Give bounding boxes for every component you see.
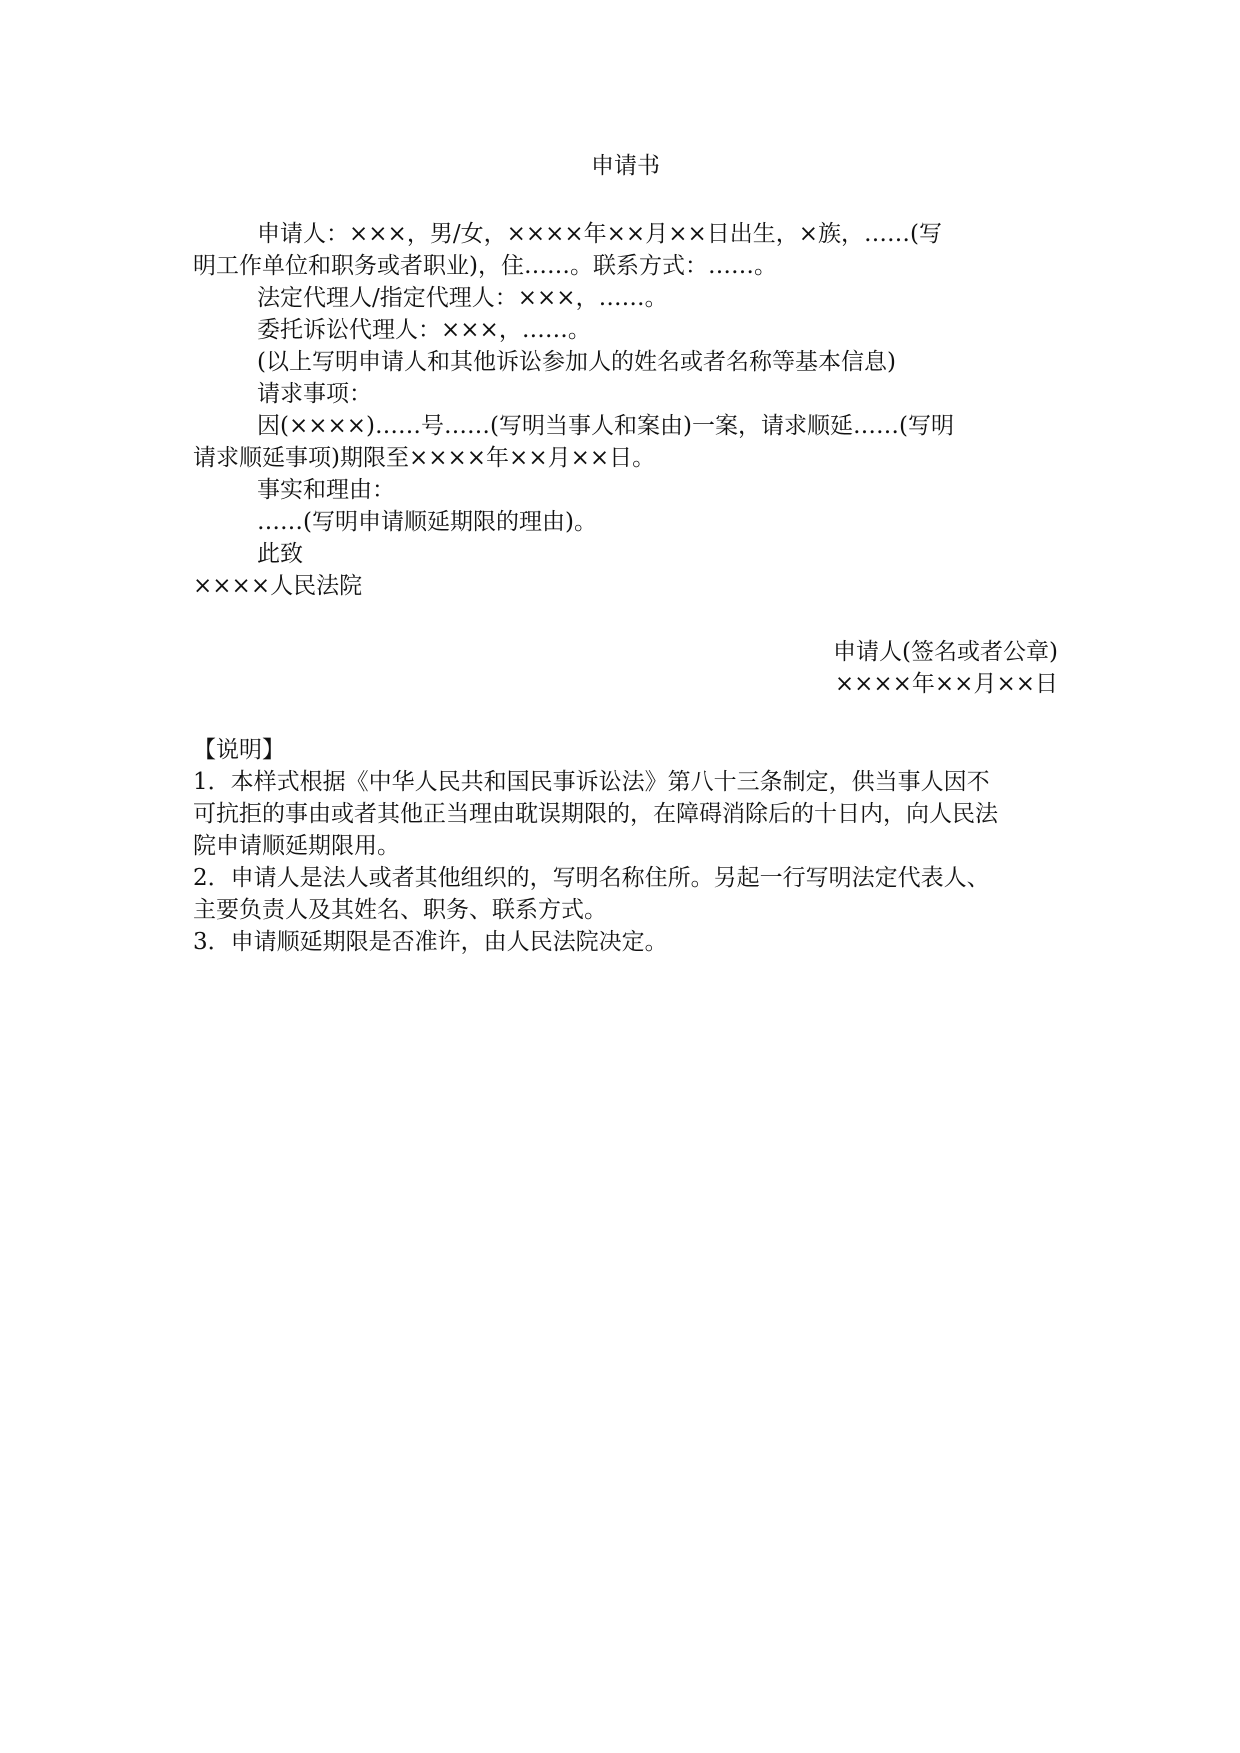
request-line-2: 请求顺延事项)期限至××××年××月××日。 [193, 445, 656, 471]
facts-heading: 事实和理由： [257, 477, 395, 503]
document-page [193, 0, 1058, 1753]
salutation: 此致 [257, 541, 303, 567]
legal-agent-line: 法定代理人/指定代理人：×××，……。 [257, 285, 668, 311]
note-3-line: 3．申请顺延期限是否准许，由人民法院决定。 [193, 929, 668, 955]
facts-text: ……(写明申请顺延期限的理由)。 [257, 509, 597, 535]
note-2-line-2: 主要负责人及其姓名、职务、联系方式。 [193, 897, 607, 923]
court-name: ××××人民法院 [193, 573, 363, 599]
party-note-line: (以上写明申请人和其他诉讼参加人的姓名或者名称等基本信息) [257, 349, 896, 375]
date-line: ××××年××月××日 [834, 671, 1058, 697]
note-2-line-1: 2．申请人是法人或者其他组织的，写明名称住所。另起一行写明法定代表人、 [193, 865, 990, 891]
request-heading: 请求事项： [257, 381, 372, 407]
entrusted-agent-line: 委托诉讼代理人：×××，……。 [257, 317, 591, 343]
applicant-line-2: 明工作单位和职务或者职业)，住……。联系方式：……。 [193, 253, 777, 279]
signature-line: 申请人(签名或者公章) [833, 639, 1058, 665]
note-1-line-3: 院申请顺延期限用。 [193, 833, 400, 859]
note-1-line-2: 可抗拒的事由或者其他正当理由耽误期限的，在障碍消除后的十日内，向人民法 [193, 801, 998, 827]
applicant-line-1: 申请人：×××，男/女，××××年××月××日出生，×族，……(写 [257, 221, 942, 247]
notes-heading: 【说明】 [193, 737, 285, 763]
note-1-line-1: 1．本样式根据《中华人民共和国民事诉讼法》第八十三条制定，供当事人因不 [193, 769, 990, 795]
document-title: 申请书 [591, 153, 660, 179]
request-line-1: 因(××××)……号……(写明当事人和案由)一案，请求顺延……(写明 [257, 413, 954, 439]
